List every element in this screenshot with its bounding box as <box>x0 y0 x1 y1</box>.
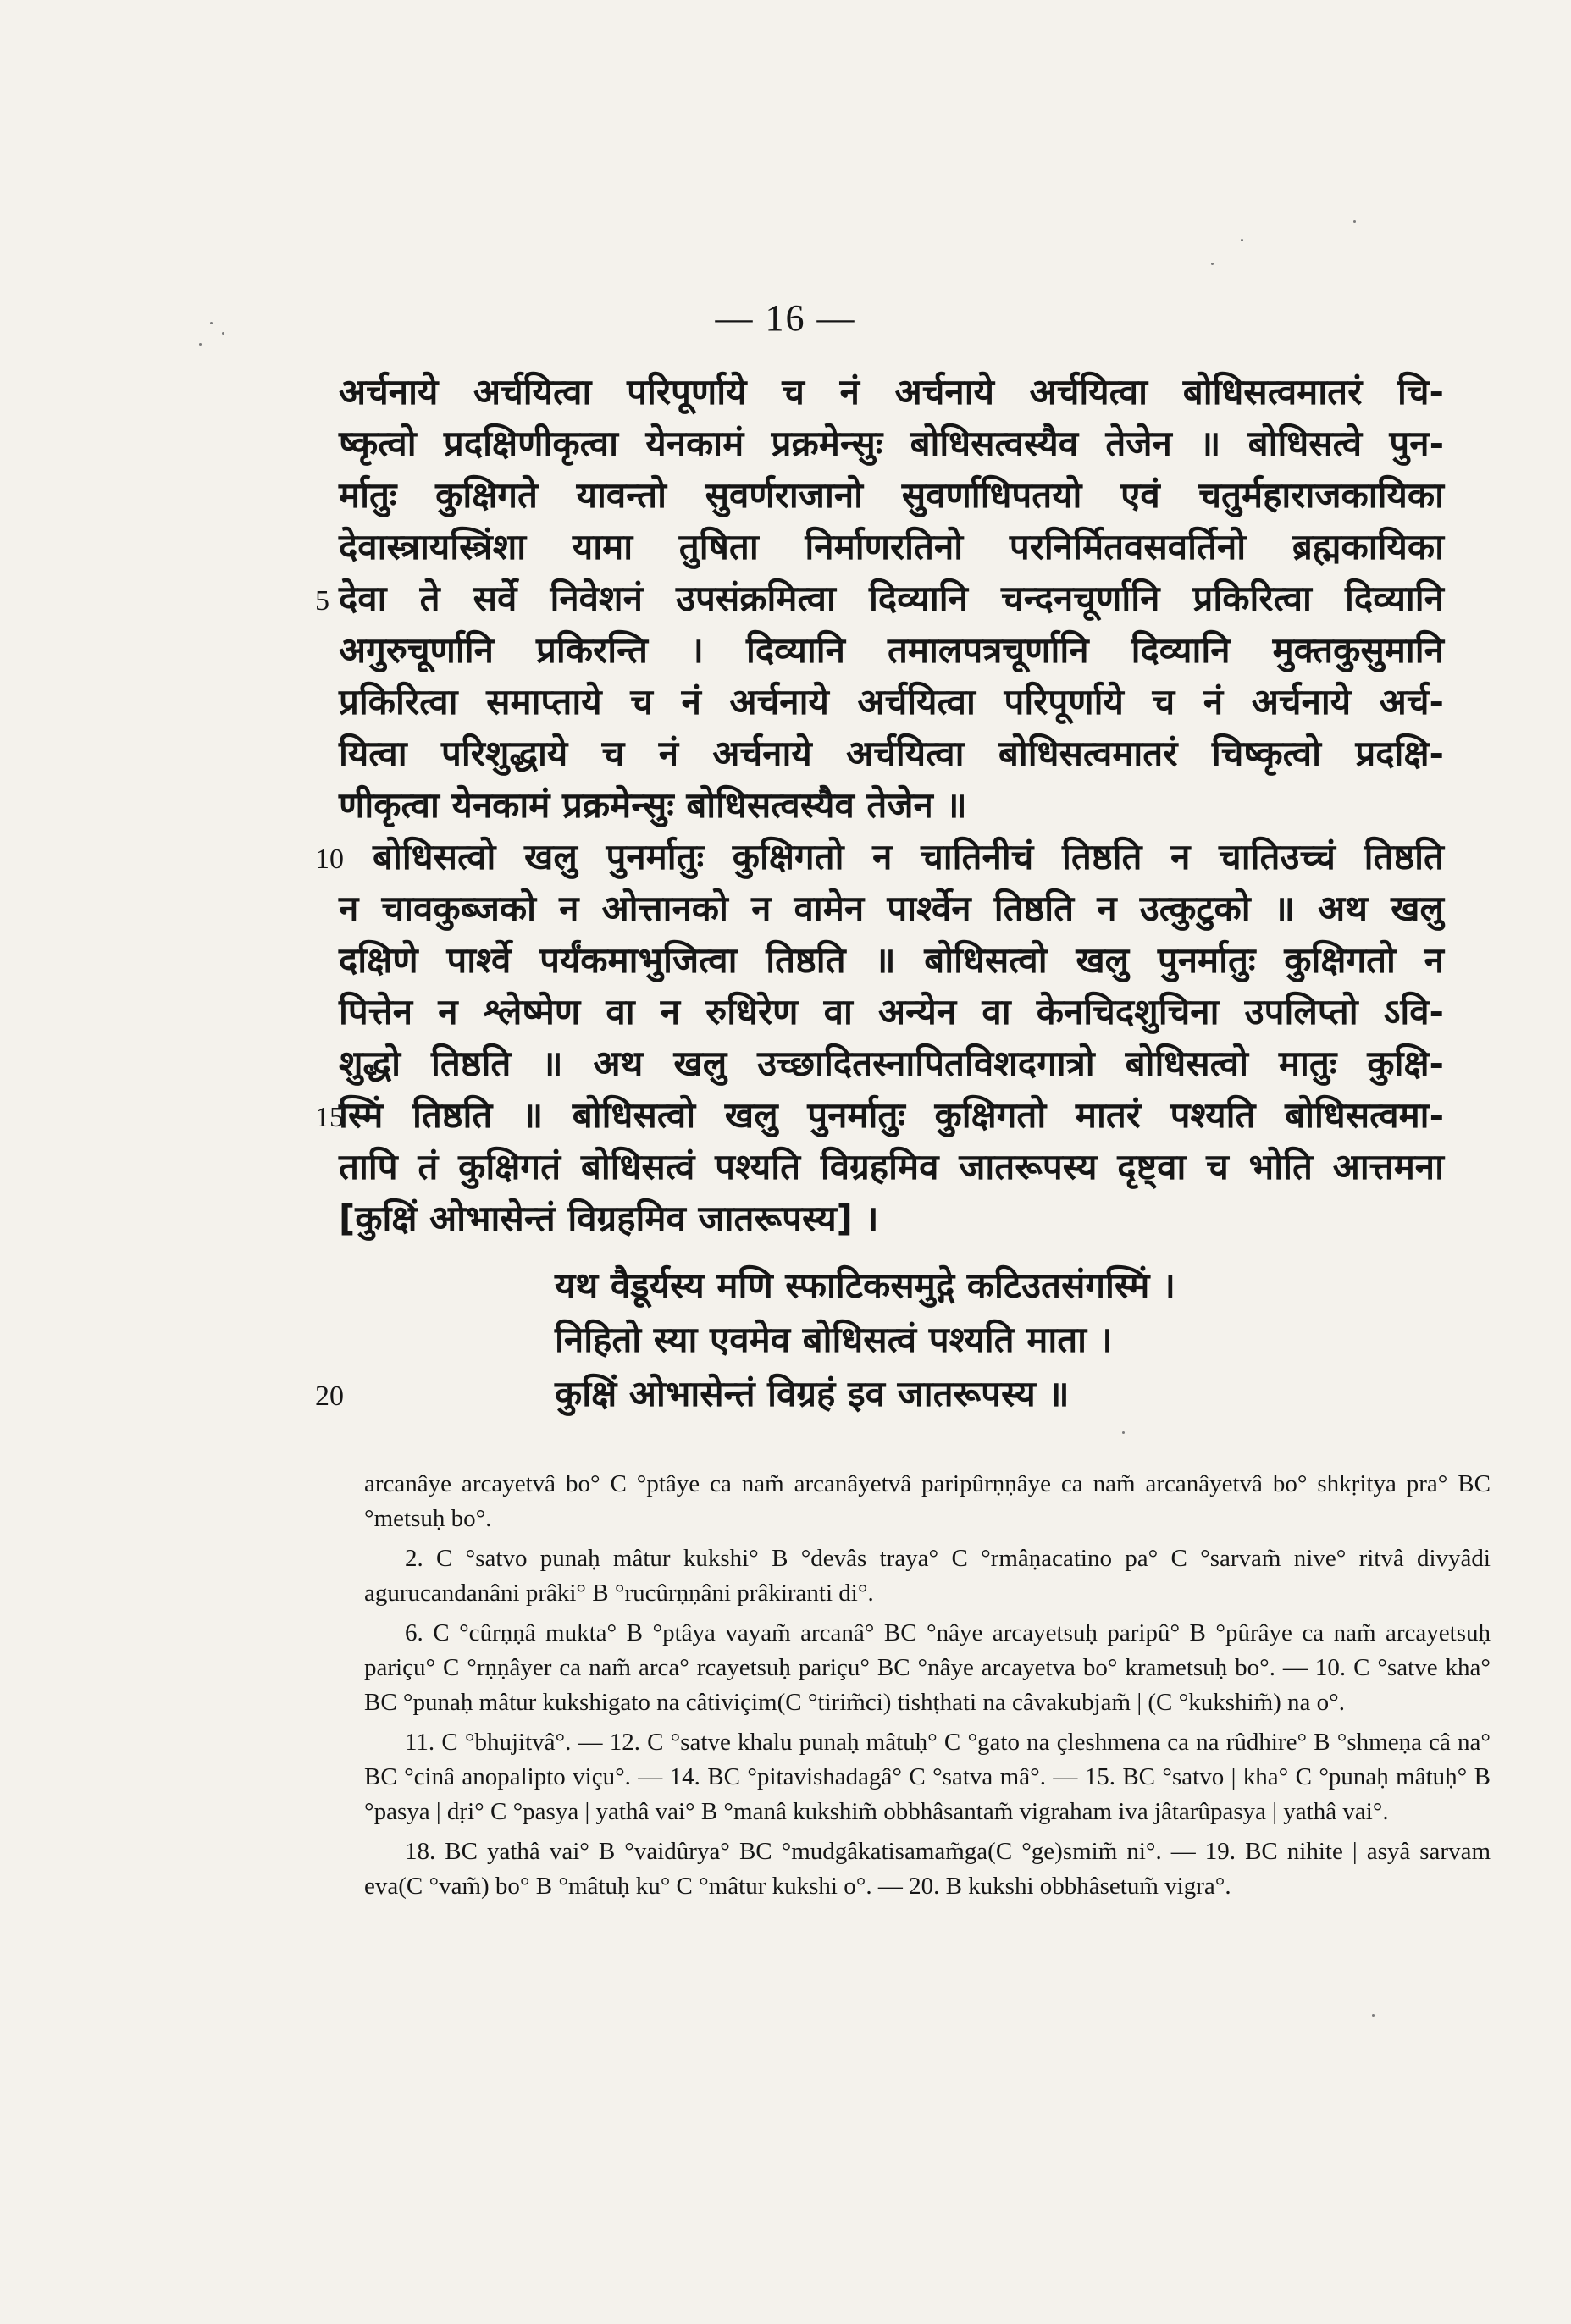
page-number: — 16 — <box>715 297 856 339</box>
text-line: अगुरुचूर्णानि प्रकिरन्ति । दिव्यानि तमालपत्रचूर्णानि दिव्यानि मुक्तकुसुमानि <box>339 629 1444 671</box>
text-line: दक्षिणे पार्श्वे पर्यंकमाभुजित्वा तिष्ठति ॥ बोधिसत्वो खलु पुनर्मातुः कुक्षिगतो न <box>339 939 1444 981</box>
apparatus-note: 2. C °satvo punaḥ mâtur kukshi° B °devâs traya° C °rmâṇacatino pa° C °sarvam̃ nive° ritvâ divyâdi agurucandanâni prâki° B °rucûrṇṇâni prâkiranti di°. <box>364 1545 1491 1607</box>
verse-line: कुक्षिं ओभासेन्तं विग्रहं इव जातरूपस्य ॥ <box>555 1373 1070 1414</box>
line-number: 20 <box>315 1381 344 1412</box>
verse-line: निहितो स्या एवमेव बोधिसत्वं पश्यति माता । <box>555 1319 1113 1360</box>
text-line: बोधिसत्वो खलु पुनर्मातुः कुक्षिगतो न चातिनीचं तिष्ठति न चातिउच्चं तिष्ठति <box>373 836 1444 877</box>
line-number: 15 <box>315 1102 344 1133</box>
text-line: ष्कृत्वो प्रदक्षिणीकृत्वा येनकामं प्रक्रमेन्सुः बोधिसत्वस्यैव तेजेन ॥ बोधिसत्वे पुन- <box>339 423 1444 464</box>
text-line: शुद्धो तिष्ठति ॥ अथ खलु उच्छादितस्नापितविशदगात्रो बोधिसत्वो मातुः कुक्षि- <box>339 1043 1444 1084</box>
text-line: स्मिं तिष्ठति ॥ बोधिसत्वो खलु पुनर्मातुः कुक्षिगतो मातरं पश्यति बोधिसत्वमा- <box>339 1094 1444 1136</box>
line-number: 10 <box>315 844 344 875</box>
scan-speck <box>1211 263 1214 265</box>
apparatus-note: 6. C °cûrṇṇâ mukta° B °ptâya vayam̃ arcanâ° BC °nâye arcayetsuḥ paripû° B °pûrâye ca nam̃ arcayetsuḥ pariçu° C °rṇṇâyer ca nam̃ arca° rcayetsuḥ pariçu° BC °nâye arcayetva bo° krametsuḥ bo°. — 10. C °satve kha° BC °punaḥ mâtur kukshigato na câtiviçim(C °tirim̃ci) tishṭhati na câvakubjam̃ | (C °kukshim̃) na o°. <box>364 1619 1491 1716</box>
text-line: प्रकिरित्वा समाप्ताये च नं अर्चनाये अर्चयित्वा परिपूर्णाये च नं अर्चनाये अर्च- <box>339 681 1444 722</box>
text-line: तापि तं कुक्षिगतं बोधिसत्वं पश्यति विग्रहमिव जातरूपस्य दृष्ट्वा च भोति आत्तमना <box>339 1146 1444 1187</box>
text-line: णीकृत्वा येनकामं प्रक्रमेन्सुः बोधिसत्वस्यैव तेजेन ॥ <box>339 784 967 826</box>
scan-speck <box>210 322 213 324</box>
scan-speck <box>199 343 202 346</box>
text-line: देवा ते सर्वे निवेशनं उपसंक्रमित्वा दिव्यानि चन्दनचूर्णानि प्रकिरित्वा दिव्यानि <box>339 578 1444 619</box>
scan-speck <box>1353 220 1356 223</box>
text-line: [कुक्षिं ओभासेन्तं विग्रहमिव जातरूपस्य] । <box>339 1198 879 1239</box>
scan-speck <box>1241 239 1243 241</box>
text-line: पित्तेन न श्लेष्मेण वा न रुधिरेण वा अन्येन वा केनचिदशुचिना उपलिप्तो ऽवि- <box>339 991 1444 1032</box>
verse-line: यथ वैडूर्यस्य मणि स्फाटिकसमुद्गे कटिउतसंगस्मिं । <box>555 1264 1175 1306</box>
text-line: देवास्त्रायस्त्रिंशा यामा तुषिता निर्माणरतिनो परनिर्मितवसवर्तिनो ब्रह्मकायिका <box>339 526 1444 567</box>
line-number: 5 <box>315 585 329 617</box>
scan-speck <box>1372 2014 1375 2017</box>
text-line: न चावकुब्जको न ओत्तानको न वामेन पार्श्वेन तिष्ठति न उत्कुटुको ॥ अथ खलु <box>339 888 1444 929</box>
critical-apparatus <box>364 1467 1491 1909</box>
apparatus-note: 11. C °bhujitvâ°. — 12. C °satve khalu punaḥ mâtuḥ° C °gato na çleshmena ca na rûdhire° B °shmeṇa câ na° BC °cinâ anopalipto viçu°. — 14. BC °pitavishadagâ° C °satva mâ°. — 15. BC °satvo | kha° C °punaḥ mâtuḥ° B °pasya | dṛi° C °pasya | yathâ vai° B °manâ kukshim̃ obbhâsantam̃ vigraham iva jâtarûpasya | yathâ vai°. <box>364 1729 1491 1825</box>
scan-speck <box>222 332 224 335</box>
apparatus-note: 18. BC yathâ vai° B °vaidûrya° BC °mudgâkatisamam̃ga(C °ge)smim̃ ni°. — 19. BC nihite | asyâ sarvam eva(C °vam̃) bo° B °mâtuḥ ku° C °mâtur kukshi o°. — 20. B kukshi obbhâsetum̃ vigra°. <box>364 1838 1491 1900</box>
scan-speck <box>1122 1431 1125 1434</box>
text-line: अर्चनाये अर्चयित्वा परिपूर्णाये च नं अर्चनाये अर्चयित्वा बोधिसत्वमातरं चि- <box>339 371 1444 412</box>
text-line: यित्वा परिशुद्धाये च नं अर्चनाये अर्चयित्वा बोधिसत्वमातरं चिष्कृत्वो प्रदक्षि- <box>339 733 1444 774</box>
apparatus-note: arcanâye arcayetvâ bo° C °ptâye ca nam̃ arcanâyetvâ paripûrṇṇâye ca nam̃ arcanâyetvâ bo° shkṛitya pra° BC °metsuḥ bo°. <box>364 1470 1491 1532</box>
text-line: र्मातुः कुक्षिगते यावन्तो सुवर्णराजानो सुवर्णाधिपतयो एवं चतुर्महाराजकायिका <box>339 474 1444 516</box>
